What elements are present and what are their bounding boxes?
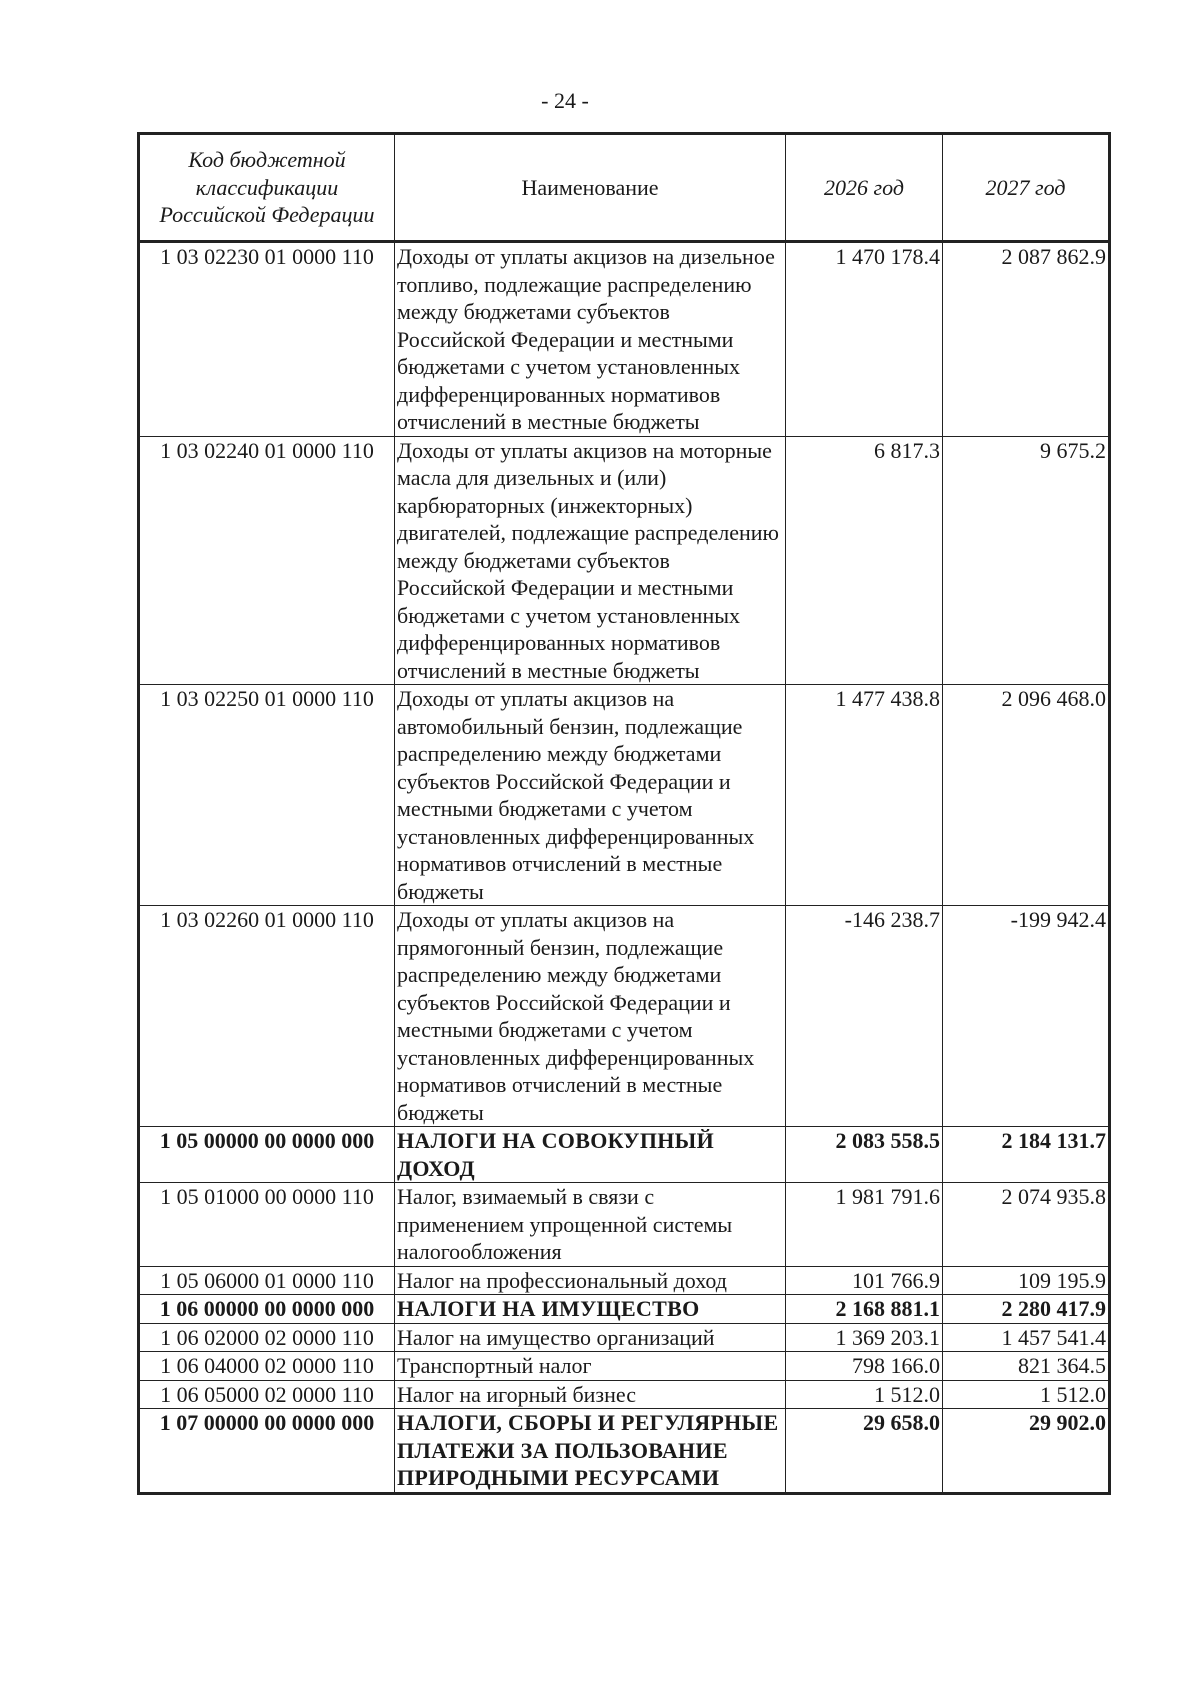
row-value-2027-cell: 2 184 131.7 [943, 1127, 1110, 1183]
row-value-2026-cell: 1 369 203.1 [786, 1323, 943, 1352]
row-code-cell: 1 03 02250 01 0000 110 [139, 685, 395, 906]
row-name-cell: НАЛОГИ, СБОРЫ И РЕГУЛЯРНЫЕ ПЛАТЕЖИ ЗА ПОЛЬЗОВАНИЕ ПРИРОДНЫМИ РЕСУРСАМИ [395, 1409, 786, 1494]
table-row [139, 1183, 1110, 1267]
row-value-2027-cell: 29 902.0 [943, 1409, 1110, 1494]
row-code-cell: 1 06 04000 02 0000 110 [139, 1352, 395, 1381]
row-value-2026-cell: 29 658.0 [786, 1409, 943, 1494]
row-value-2027-cell: -199 942.4 [943, 906, 1110, 1127]
table-row [139, 1323, 1110, 1352]
row-code-cell: 1 06 00000 00 0000 000 [139, 1295, 395, 1324]
header-year-2026: 2026 год [786, 134, 943, 242]
budget-table [137, 132, 1111, 1495]
row-value-2027-cell: 1 512.0 [943, 1380, 1110, 1409]
table-body [139, 242, 1110, 1494]
table-row [139, 1409, 1110, 1494]
table-row [139, 1352, 1110, 1381]
row-value-2027-cell: 2 280 417.9 [943, 1295, 1110, 1324]
table-row [139, 1266, 1110, 1295]
row-code-cell: 1 07 00000 00 0000 000 [139, 1409, 395, 1494]
row-name-cell: Транспортный налог [395, 1352, 786, 1381]
row-value-2026-cell: 798 166.0 [786, 1352, 943, 1381]
row-value-2027-cell: 2 074 935.8 [943, 1183, 1110, 1267]
row-name-cell: Доходы от уплаты акцизов на дизельное топливо, подлежащие распределению между бюджетами субъектов Российской Федерации и местными бюджетами с учетом установленных дифференцированных нормативов отчислений в местные бюджеты [395, 242, 786, 437]
row-value-2027-cell: 109 195.9 [943, 1266, 1110, 1295]
table-row [139, 242, 1110, 437]
row-value-2026-cell: -146 238.7 [786, 906, 943, 1127]
row-value-2027-cell: 9 675.2 [943, 436, 1110, 685]
row-name-cell: Налог, взимаемый в связи с применением упрощенной системы налогообложения [395, 1183, 786, 1267]
row-value-2026-cell: 1 512.0 [786, 1380, 943, 1409]
row-name-cell: Налог на имущество организаций [395, 1323, 786, 1352]
row-name-cell: Доходы от уплаты акцизов на моторные масла для дизельных и (или) карбюраторных (инжекторных) двигателей, подлежащие распределению между бюджетами субъектов Российской Федерации и местными бюджетами с учетом установленных дифференцированных нормативов отчислений в местные бюджеты [395, 436, 786, 685]
row-name-cell: НАЛОГИ НА СОВОКУПНЫЙ ДОХОД [395, 1127, 786, 1183]
row-code-cell: 1 03 02260 01 0000 110 [139, 906, 395, 1127]
row-value-2026-cell: 6 817.3 [786, 436, 943, 685]
row-value-2026-cell: 1 981 791.6 [786, 1183, 943, 1267]
table-row [139, 1127, 1110, 1183]
row-name-cell: Налог на профессиональный доход [395, 1266, 786, 1295]
row-value-2026-cell: 1 470 178.4 [786, 242, 943, 437]
row-name-cell: Доходы от уплаты акцизов на прямогонный бензин, подлежащие распределению между бюджетами субъектов Российской Федерации и местными бюджетами с учетом установленных дифференцированных нормативов отчислений в местные бюджеты [395, 906, 786, 1127]
row-name-cell: Налог на игорный бизнес [395, 1380, 786, 1409]
row-code-cell: 1 03 02240 01 0000 110 [139, 436, 395, 685]
row-code-cell: 1 05 06000 01 0000 110 [139, 1266, 395, 1295]
header-code: Код бюджетной классификации Российской Федерации [139, 134, 395, 242]
table-row [139, 685, 1110, 906]
row-value-2026-cell: 101 766.9 [786, 1266, 943, 1295]
header-name: Наименование [395, 134, 786, 242]
row-code-cell: 1 06 02000 02 0000 110 [139, 1323, 395, 1352]
row-value-2027-cell: 2 096 468.0 [943, 685, 1110, 906]
row-value-2027-cell: 821 364.5 [943, 1352, 1110, 1381]
row-code-cell: 1 05 00000 00 0000 000 [139, 1127, 395, 1183]
row-name-cell: НАЛОГИ НА ИМУЩЕСТВО [395, 1295, 786, 1324]
table-row [139, 1380, 1110, 1409]
row-value-2026-cell: 2 083 558.5 [786, 1127, 943, 1183]
row-value-2026-cell: 2 168 881.1 [786, 1295, 943, 1324]
table-row [139, 436, 1110, 685]
row-code-cell: 1 03 02230 01 0000 110 [139, 242, 395, 437]
table-row [139, 906, 1110, 1127]
row-code-cell: 1 06 05000 02 0000 110 [139, 1380, 395, 1409]
row-value-2027-cell: 2 087 862.9 [943, 242, 1110, 437]
table-header [139, 134, 1110, 242]
table-row [139, 1295, 1110, 1324]
row-code-cell: 1 05 01000 00 0000 110 [139, 1183, 395, 1267]
header-year-2027: 2027 год [943, 134, 1110, 242]
row-value-2027-cell: 1 457 541.4 [943, 1323, 1110, 1352]
row-name-cell: Доходы от уплаты акцизов на автомобильный бензин, подлежащие распределению между бюджетами субъектов Российской Федерации и местными бюджетами с учетом установленных дифференцированных нормативов отчислений в местные бюджеты [395, 685, 786, 906]
page-number: - 24 - [541, 88, 589, 113]
row-value-2026-cell: 1 477 438.8 [786, 685, 943, 906]
